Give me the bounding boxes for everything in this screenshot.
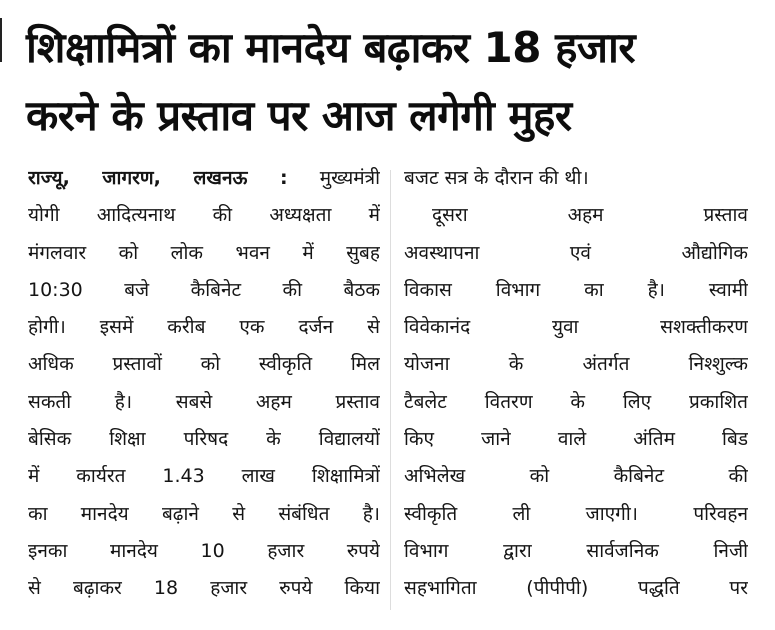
headline bbox=[26, 14, 766, 150]
headline-line-1: शिक्षामित्रों का मानदेय बढ़ाकर 18 हजार bbox=[26, 23, 636, 72]
article-line: विभाग द्वारा सार्वजनिक निजी bbox=[404, 539, 748, 562]
article-line: योजना के अंतर्गत निश्शुल्क bbox=[404, 353, 748, 376]
article-line: अभिलेख को कैबिनेट की bbox=[404, 465, 748, 488]
article-line: बेसिक शिक्षा परिषद के विद्यालयों bbox=[28, 428, 380, 451]
article-column-left bbox=[28, 160, 380, 608]
article-line-text: मुख्यमंत्री bbox=[319, 167, 380, 189]
article-line bbox=[28, 160, 380, 197]
clipping-edge-mark bbox=[0, 18, 2, 62]
dateline: राज्यू, जागरण, लखनऊ : bbox=[28, 167, 288, 189]
article-line: अवस्थापना एवं औद्योगिक bbox=[404, 241, 748, 264]
article-line: स्वीकृति ली जाएगी। परिवहन bbox=[404, 502, 748, 525]
article-line: विवेकानंद युवा सशक्तीकरण bbox=[404, 316, 748, 339]
article-line: विकास विभाग का है। स्वामी bbox=[404, 278, 748, 301]
article-column-right bbox=[404, 160, 748, 608]
article-line: में कार्यरत 1.43 लाख शिक्षामित्रों bbox=[28, 465, 380, 488]
article-line: किए जाने वाले अंतिम बिड bbox=[404, 428, 748, 451]
article-line: 10:30 बजे कैबिनेट की बैठक bbox=[28, 278, 380, 301]
article-line: दूसरा अहम प्रस्ताव bbox=[432, 204, 748, 227]
article-line: मंगलवार को लोक भवन में सुबह bbox=[28, 241, 380, 264]
article-line: योगी आदित्यनाथ की अध्यक्षता में bbox=[28, 204, 380, 227]
article-line: इनका मानदेय 10 हजार रुपये bbox=[28, 539, 380, 562]
article-line: सकती है। सबसे अहम प्रस्ताव bbox=[28, 390, 380, 413]
article-line: सहभागिता (पीपीपी) पद्धति पर bbox=[404, 577, 748, 600]
article-line: अधिक प्रस्तावों को स्वीकृति मिल bbox=[28, 353, 380, 376]
article-line: का मानदेय बढ़ाने से संबंधित है। bbox=[28, 502, 380, 525]
column-gutter bbox=[390, 170, 391, 610]
headline-line-2: करने के प्रस्ताव पर आज लगेगी मुहर bbox=[26, 91, 572, 140]
article-line: टैबलेट वितरण के लिए प्रकाशित bbox=[404, 390, 748, 413]
article-line: बजट सत्र के दौरान की थी। bbox=[404, 167, 589, 189]
article-line: होगी। इसमें करीब एक दर्जन से bbox=[28, 316, 380, 339]
article-line: से बढ़ाकर 18 हजार रुपये किया bbox=[28, 577, 380, 600]
